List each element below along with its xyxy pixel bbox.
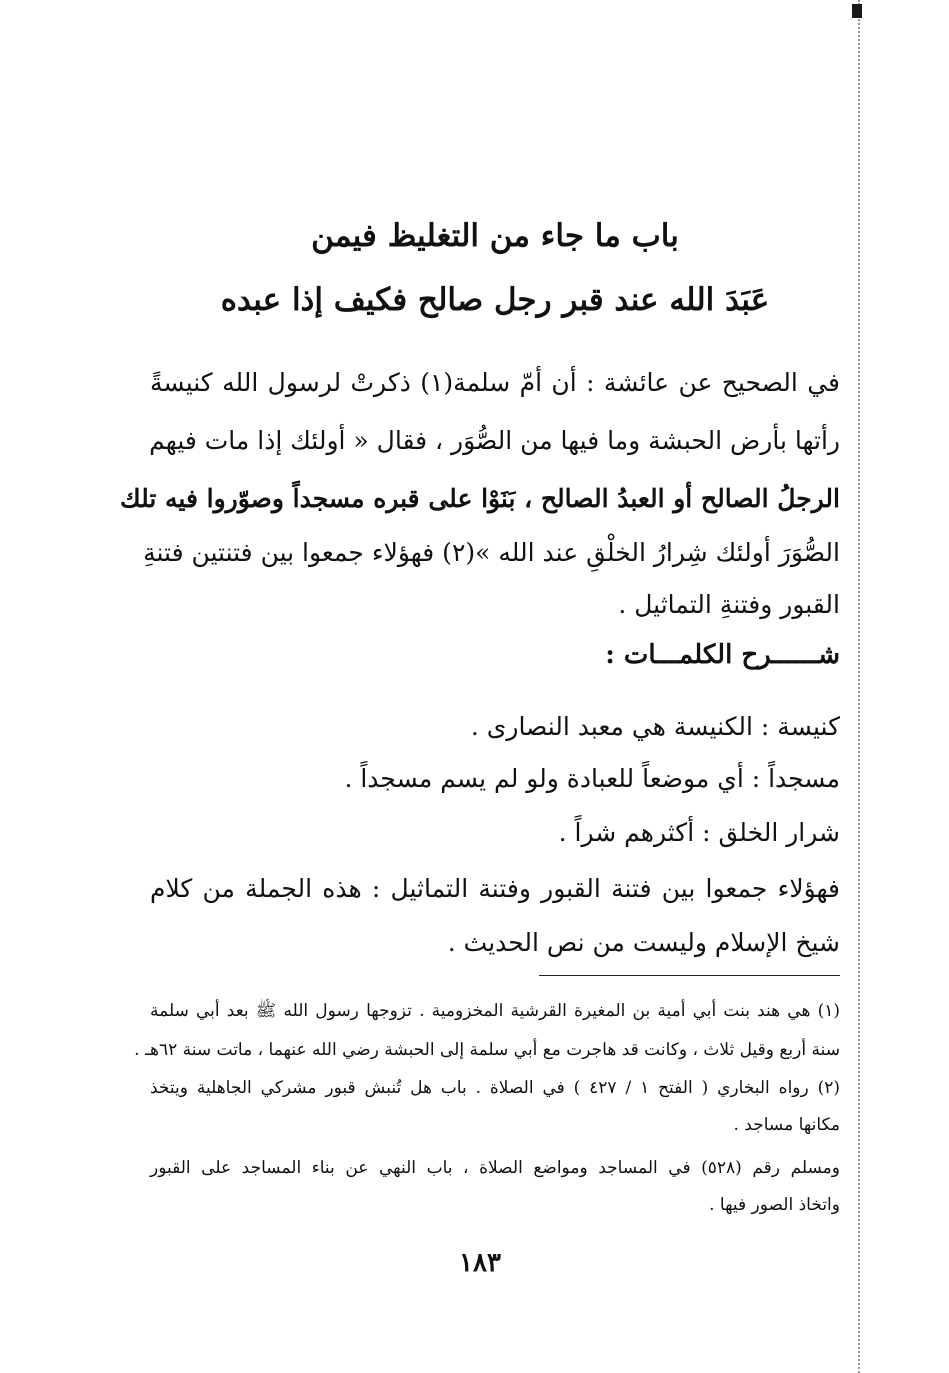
footnote-3-line1: ومسلم رقم (٥٢٨) في المساجد ومواضع الصلاة ، باب النهي عن بناء المساجد على القبور [150,1158,840,1178]
explanation-note-line1: فهؤلاء جمعوا بين فتنة القبور وفتنة التماثيل : هذه الجملة من كلام [150,874,840,903]
footnote-2-line1: (٢) رواه البخاري ( الفتح ١ / ٤٢٧ ) في الصلاة . باب هل تُنبش قبور مشركي الجاهلية ويتخذ [150,1078,841,1098]
body-line-1: في الصحيح عن عائشة : أن أمّ سلمة(١) ذكرتْ لرسول الله كنيسةً [150,368,841,397]
body-line-2: رأتها بأرض الحبشة وما فيها من الصُّوَر ، فقال « أولئك إذا مات فيهم [149,426,840,455]
explanation-shirar: شرار الخلق : أكثرهم شراً . [558,818,840,847]
footnote-separator [539,975,840,976]
explanation-note-line2: شيخ الإسلام وليست من نص الحديث . [447,928,840,957]
footnote-1-line1: (١) هي هند بنت أبي أمية بن المغيرة القرشية المخزومية . تزوجها رسول الله ﷺ بعد أبي سلمة [150,1001,840,1021]
body-line-3: الرجلُ الصالح أو العبدُ الصالح ، بَنَوْا على قبره مسجداً وصوّروا فيه تلك [120,484,840,513]
page-number: ١٨٣ [459,1248,501,1278]
explanation-kanisa: كنيسة : الكنيسة هي معبد النصارى . [470,712,840,741]
scan-edge-mark [852,4,862,18]
body-line-5: القبور وفتنةِ التماثيل . [618,590,840,619]
chapter-title-line2: عَبَدَ الله عند قبر رجل صالح فكيف إذا عبده [220,282,770,318]
footnote-2-line2: مكانها مساجد . [733,1115,840,1135]
scan-edge-line [858,0,860,1373]
explanation-masjid: مسجداً : أي موضعاً للعبادة ولو لم يسم مسجداً . [344,764,840,793]
footnote-3-line2: واتخاذ الصور فيها . [709,1195,840,1215]
body-line-4: الصُّوَرَ أولئك شِرارُ الخلْقِ عند الله »(٢) فهؤلاء جمعوا بين فتنتين فتنةِ [143,538,840,567]
chapter-title-line1: باب ما جاء من التغليظ فيمن [311,218,679,254]
explanation-heading: شــــــرح الكلمـــات : [605,640,840,670]
footnote-1-line2: سنة أربع وقيل ثلاث ، وكانت قد هاجرت مع أبي سلمة إلى الحبشة رضي الله عنهما ، ماتت سنة ٦٢هـ . [134,1040,840,1060]
